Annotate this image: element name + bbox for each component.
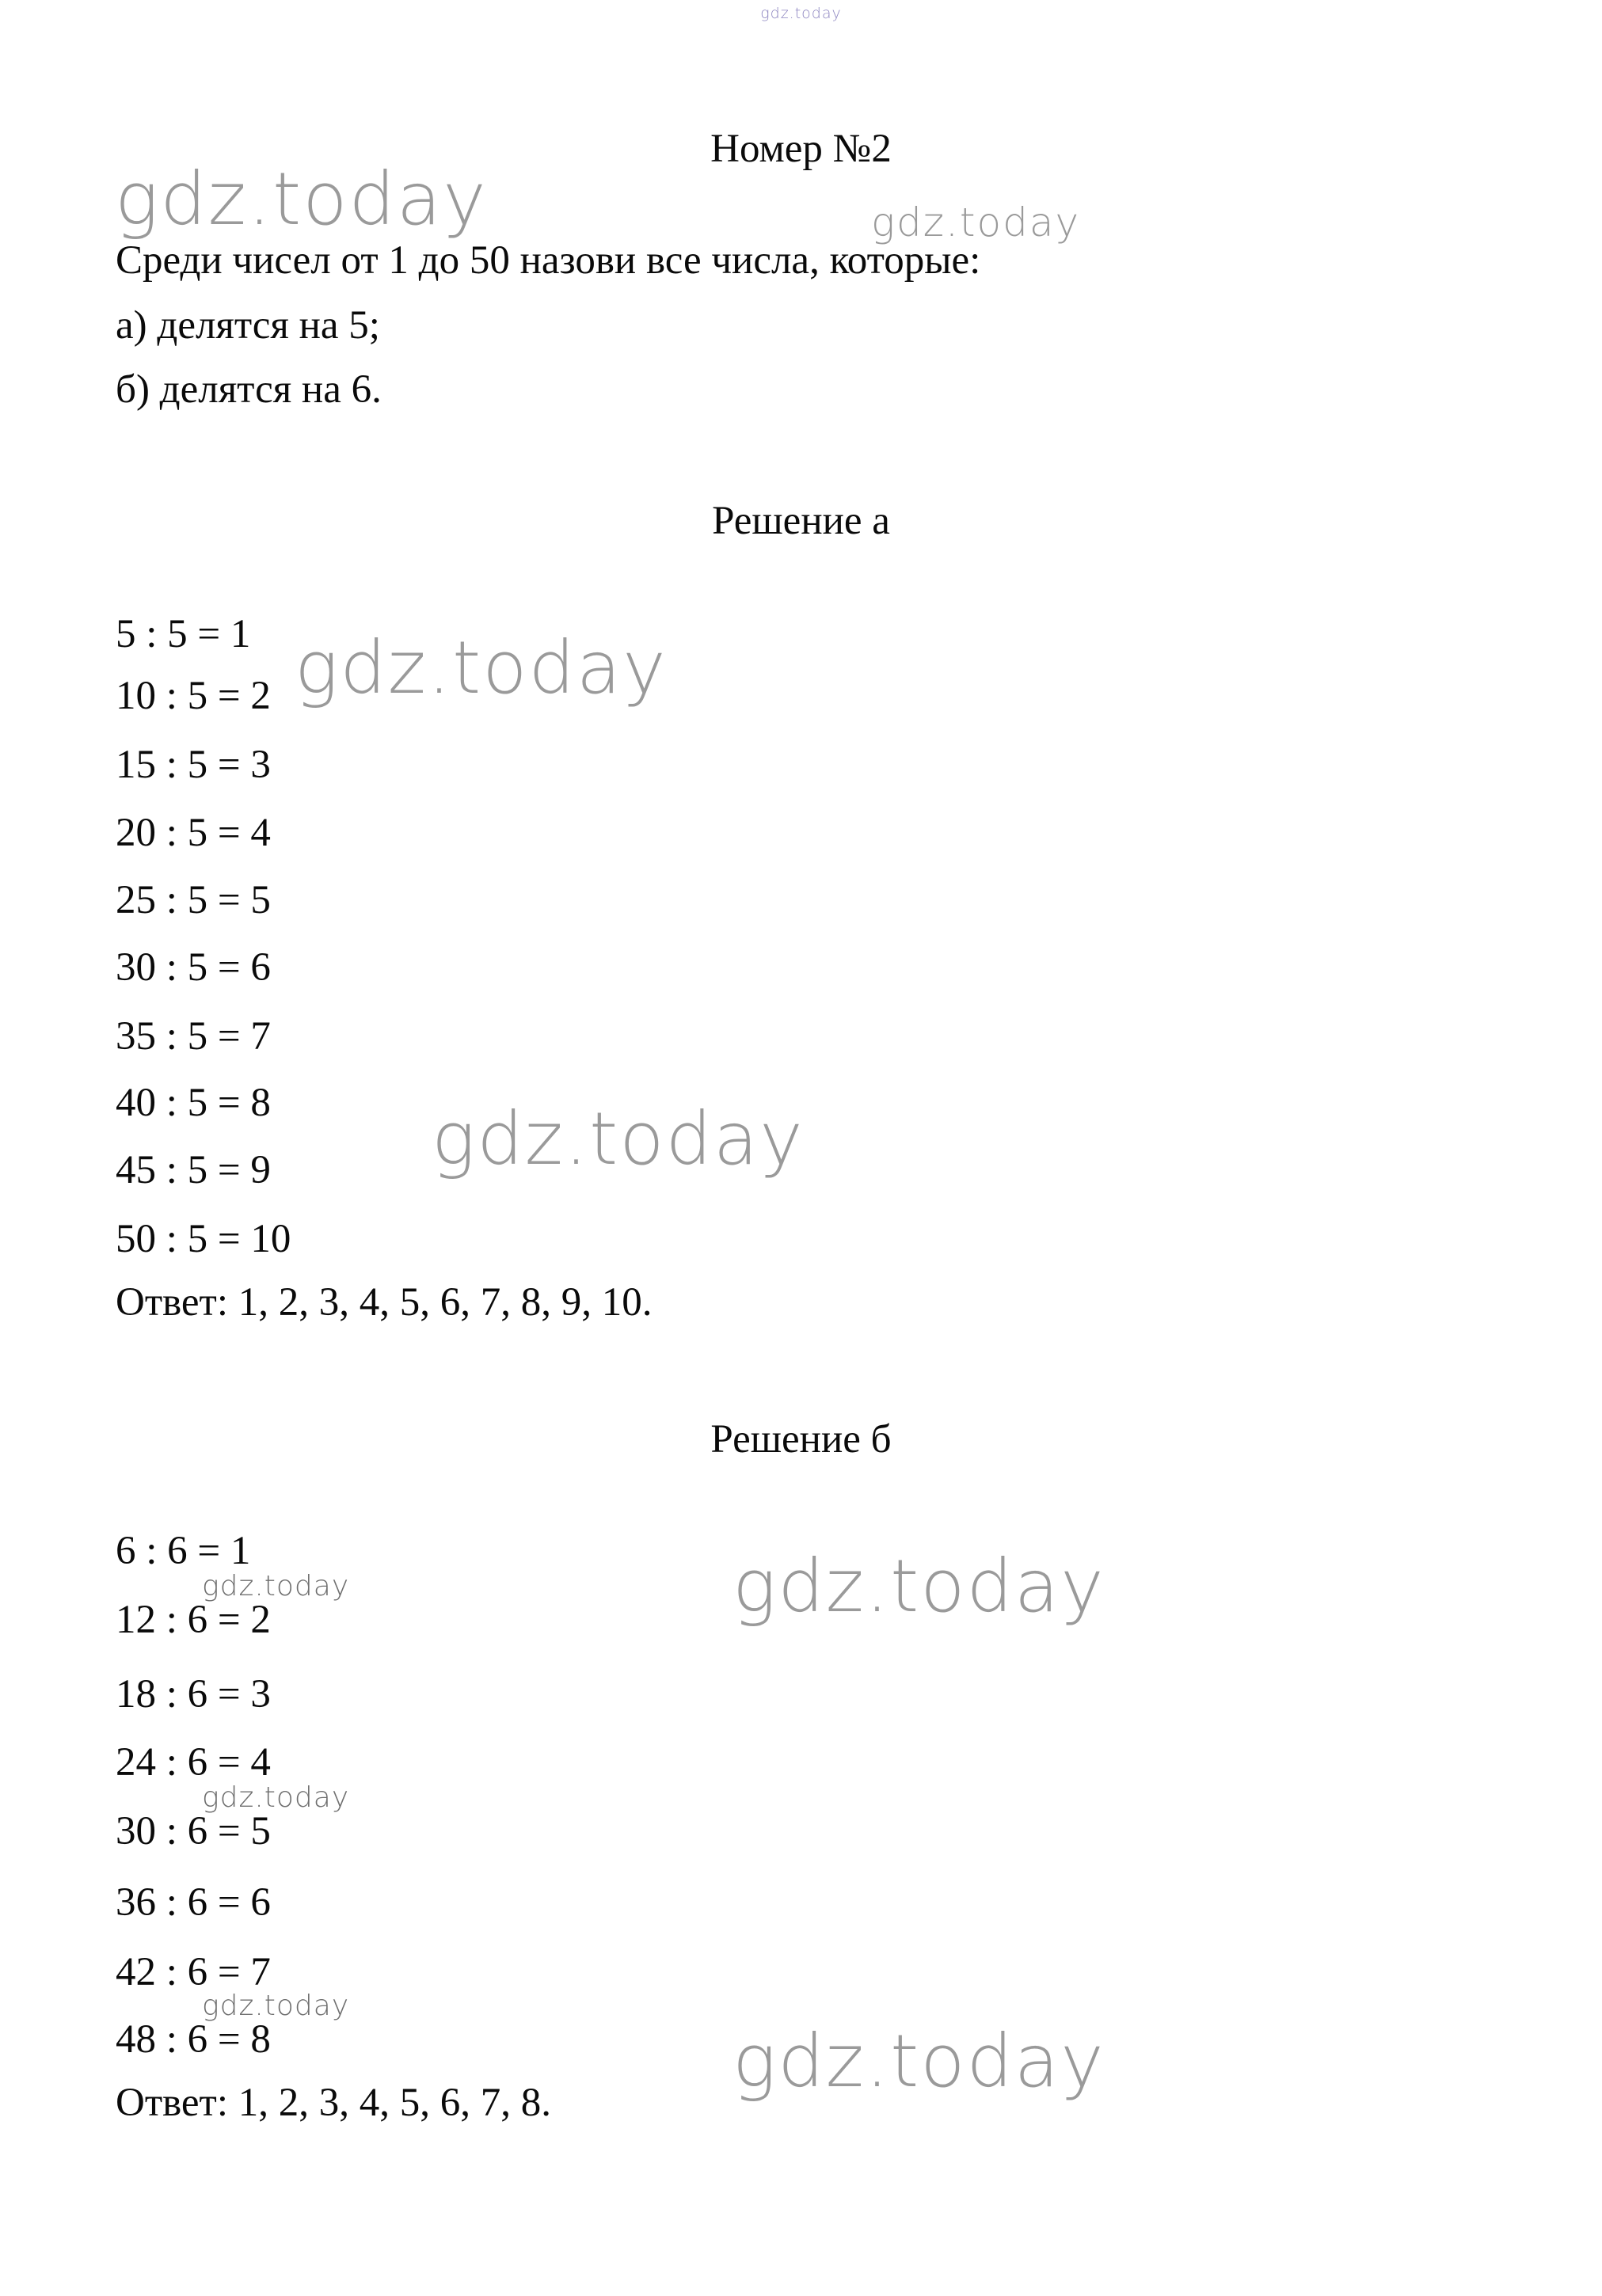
equation-line: 20 : 5 = 4 bbox=[116, 811, 271, 855]
watermark-solution-b-right: gdz.today bbox=[733, 1544, 1105, 1629]
equation-line: 35 : 5 = 7 bbox=[116, 1014, 271, 1059]
equation-line: 42 : 6 = 7 bbox=[116, 1950, 271, 1994]
watermark-header-right: gdz.today bbox=[871, 200, 1081, 245]
equation-line: 5 : 5 = 1 bbox=[116, 612, 251, 656]
solution-a-heading: Решение а bbox=[712, 499, 890, 543]
watermark-inline-3: gdz.today bbox=[202, 1990, 350, 2022]
watermark-solution-a-2: gdz.today bbox=[432, 1097, 805, 1181]
equation-line: 24 : 6 = 4 bbox=[116, 1740, 271, 1785]
solution-a-answer: Ответ: 1, 2, 3, 4, 5, 6, 7, 8, 9, 10. bbox=[116, 1280, 653, 1325]
equation-line: 25 : 5 = 5 bbox=[116, 878, 271, 922]
equation-line: 30 : 5 = 6 bbox=[116, 945, 271, 990]
equation-line: 30 : 6 = 5 bbox=[116, 1809, 271, 1853]
equation-line: 18 : 6 = 3 bbox=[116, 1672, 271, 1716]
watermark-bottom-right: gdz.today bbox=[733, 2019, 1105, 2104]
solution-b-heading: Решение б bbox=[710, 1417, 892, 1462]
solution-b-answer: Ответ: 1, 2, 3, 4, 5, 6, 7, 8. bbox=[116, 2081, 551, 2125]
equation-line: 6 : 6 = 1 bbox=[116, 1529, 251, 1573]
problem-intro: Среди чисел от 1 до 50 назови все числа, которые: bbox=[116, 238, 981, 283]
watermark-solution-a-1: gdz.today bbox=[295, 625, 668, 710]
watermark-top: gdz.today bbox=[760, 5, 842, 22]
equation-line: 36 : 6 = 6 bbox=[116, 1880, 271, 1925]
problem-item-a: а) делятся на 5; bbox=[116, 303, 380, 348]
equation-line: 10 : 5 = 2 bbox=[116, 674, 271, 718]
equation-line: 50 : 5 = 10 bbox=[116, 1217, 291, 1261]
watermark-header-left: gdz.today bbox=[115, 157, 488, 241]
equation-line: 40 : 5 = 8 bbox=[116, 1081, 271, 1125]
equation-line: 45 : 5 = 9 bbox=[116, 1148, 271, 1192]
watermark-inline-1: gdz.today bbox=[202, 1570, 350, 1602]
problem-item-b: б) делятся на 6. bbox=[116, 367, 382, 412]
equation-line: 48 : 6 = 8 bbox=[116, 2017, 271, 2062]
equation-line: 15 : 5 = 3 bbox=[116, 743, 271, 787]
page-title: Номер №2 bbox=[710, 127, 892, 171]
equation-line: 12 : 6 = 2 bbox=[116, 1598, 271, 1642]
watermark-inline-2: gdz.today bbox=[202, 1781, 350, 1814]
